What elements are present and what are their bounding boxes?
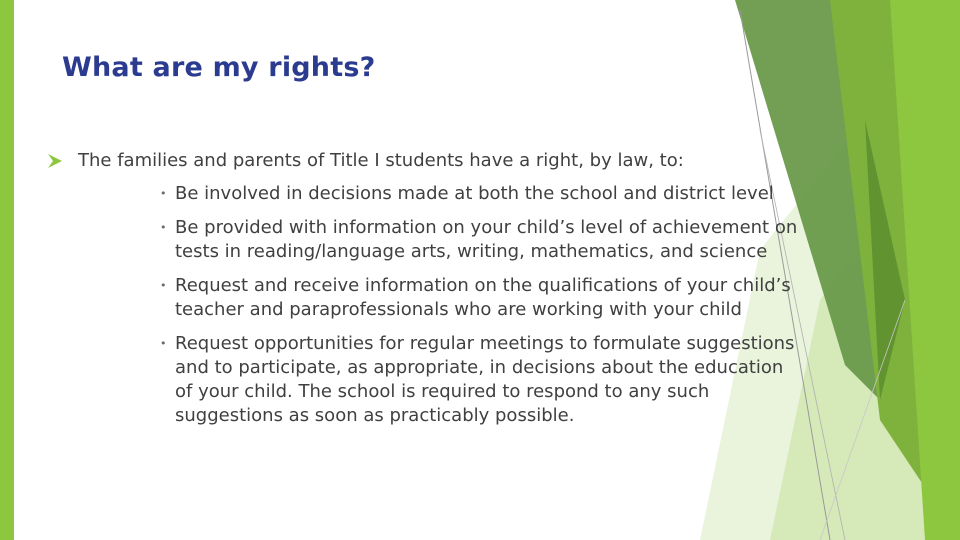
list-item <box>160 182 800 206</box>
bullet-dot-icon: • <box>160 279 167 292</box>
list-item-text: Be provided with information on your child’s level of achievement on tests in reading/language arts, writing, mathematics, and science <box>175 217 798 262</box>
list-item <box>160 274 800 322</box>
list-item <box>160 332 800 428</box>
list-item-text: Be involved in decisions made at both the school and district level <box>175 183 774 204</box>
bullet-dot-icon: • <box>160 187 167 200</box>
left-green-strip <box>0 0 14 540</box>
slide-title: What are my rights? <box>62 52 376 83</box>
list-item <box>160 216 800 264</box>
bullet-dot-icon: • <box>160 221 167 234</box>
bullet-dot-icon: • <box>160 337 167 350</box>
list-item-text: Request and receive information on the qualifications of your child’s teacher and paraprofessionals who are working with your child <box>175 275 791 320</box>
green-arrow-bullet-icon <box>48 154 62 168</box>
intro-text: The families and parents of Title I students have a right, by law, to: <box>78 150 684 171</box>
list-item-text: Request opportunities for regular meetings to formulate suggestions and to participate, as appropriate, in decisions about the education of your child. The school is required to respond to any such suggestions as soon as practicably possible. <box>175 333 795 426</box>
rights-list <box>160 182 800 438</box>
